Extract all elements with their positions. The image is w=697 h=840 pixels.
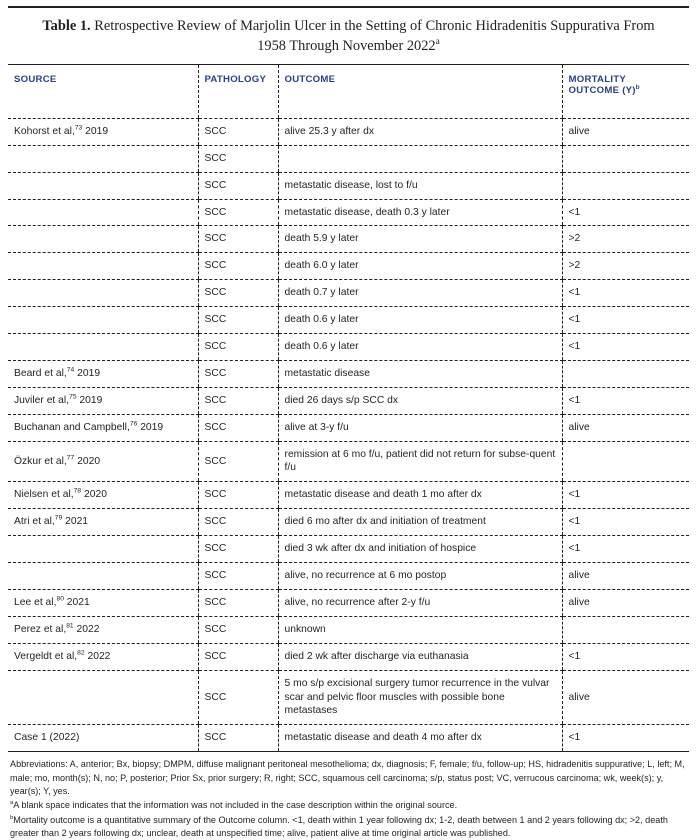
table-row	[8, 334, 689, 361]
source-reference-number: 77	[66, 454, 75, 462]
cell-outcome: died 6 mo after dx and initiation of treatment	[278, 509, 562, 536]
source-year: 2019	[82, 125, 109, 137]
table-title	[8, 8, 689, 64]
source-name: Özkur et al,	[14, 455, 67, 467]
cell-outcome: metastatic disease and death 4 mo after dx	[278, 725, 562, 752]
cell-pathology: SCC	[198, 253, 278, 280]
cell-pathology: SCC	[198, 387, 278, 414]
cell-source	[8, 441, 198, 482]
table-page	[0, 6, 697, 838]
cell-pathology: SCC	[198, 509, 278, 536]
cell-pathology: SCC	[198, 563, 278, 590]
cell-outcome: died 2 wk after discharge via euthanasia	[278, 643, 562, 670]
table-row	[8, 616, 689, 643]
source-reference-number: 81	[66, 622, 74, 630]
cell-mortality-outcome: <1	[562, 199, 689, 226]
cell-source	[8, 616, 198, 643]
source-reference-number: 73	[74, 124, 83, 132]
table-row	[8, 360, 689, 387]
source-reference-number: 74	[66, 366, 75, 374]
cell-outcome: remission at 6 mo f/u, patient did not return for subse-quent f/u	[278, 441, 562, 482]
cell-source	[8, 725, 198, 752]
table-row	[8, 172, 689, 199]
cell-mortality-outcome: alive	[562, 589, 689, 616]
cell-outcome: died 26 days s/p SCC dx	[278, 387, 562, 414]
cell-outcome: died 3 wk after dx and initiation of hospice	[278, 536, 562, 563]
table-body	[8, 118, 689, 751]
table-row	[8, 670, 689, 725]
cell-mortality-outcome: <1	[562, 307, 689, 334]
cell-mortality-outcome: <1	[562, 725, 689, 752]
cell-source	[8, 145, 198, 172]
cell-source	[8, 172, 198, 199]
cell-mortality-outcome	[562, 145, 689, 172]
cell-outcome	[278, 145, 562, 172]
cell-pathology: SCC	[198, 616, 278, 643]
column-header-mortality-line1: MORTALITY	[568, 73, 626, 85]
cell-source	[8, 643, 198, 670]
cell-pathology: SCC	[198, 725, 278, 752]
source-name: Buchanan and Campbell,	[14, 421, 130, 433]
cell-source	[8, 414, 198, 441]
cell-pathology: SCC	[198, 118, 278, 145]
source-year: 2019	[137, 421, 164, 433]
cell-outcome: death 0.6 y later	[278, 334, 562, 361]
header-row	[8, 64, 689, 118]
source-name: Case 1 (2022)	[14, 732, 80, 744]
cell-source	[8, 536, 198, 563]
source-year: 2019	[76, 394, 103, 406]
column-header-pathology: PATHOLOGY	[198, 64, 278, 118]
cell-mortality-outcome: alive	[562, 670, 689, 725]
source-year: 2022	[73, 623, 100, 635]
source-reference-number: 75	[69, 393, 77, 401]
source-name: Vergeldt et al,	[14, 650, 78, 662]
cell-mortality-outcome	[562, 616, 689, 643]
source-reference-number: 80	[56, 595, 64, 603]
cell-source	[8, 509, 198, 536]
source-reference-number: 82	[77, 649, 85, 657]
source-name: Beard et al,	[14, 367, 67, 379]
column-header-outcome: OUTCOME	[278, 64, 562, 118]
cell-pathology: SCC	[198, 307, 278, 334]
cell-source	[8, 670, 198, 725]
source-name: Lee et al,	[14, 596, 57, 608]
table-row	[8, 387, 689, 414]
cell-pathology: SCC	[198, 280, 278, 307]
table-row	[8, 536, 689, 563]
cell-outcome: death 0.7 y later	[278, 280, 562, 307]
cell-source	[8, 334, 198, 361]
cell-source	[8, 226, 198, 253]
footnote-abbreviations: Abbreviations: A, anterior; Bx, biopsy; DMPM, diffuse malignant peritoneal mesothelioma; dx, diagnosis; F, female; f/u, follow-up; HS, hidradenitis suppurative; L, left; M, male; mo, month(s); N, no; P, posterior; Prior Sx, prior surgery; R, right; SCC, squamous cell carcinoma; s/p, status post; VC, verrucous carcinoma; wk, week(s); y, year(s); Y, yes.	[10, 759, 685, 796]
cell-mortality-outcome: <1	[562, 280, 689, 307]
table-row	[8, 226, 689, 253]
source-reference-number: 79	[54, 514, 63, 522]
cell-mortality-outcome: <1	[562, 387, 689, 414]
cell-pathology: SCC	[198, 172, 278, 199]
table-header	[8, 64, 689, 118]
cell-outcome: 5 mo s/p excisional surgery tumor recurrence in the vulvar scar and pelvic floor muscles with possible bone metastases	[278, 670, 562, 725]
cell-source	[8, 307, 198, 334]
cell-source	[8, 563, 198, 590]
cell-source	[8, 482, 198, 509]
column-header-mortality	[562, 64, 689, 118]
source-year: 2020	[74, 455, 101, 467]
source-year: 2020	[81, 489, 107, 501]
cell-pathology: SCC	[198, 334, 278, 361]
source-name: Atri et al,	[14, 516, 55, 528]
table-row	[8, 589, 689, 616]
cell-mortality-outcome: >2	[562, 226, 689, 253]
cell-outcome: death 0.6 y later	[278, 307, 562, 334]
cell-pathology: SCC	[198, 226, 278, 253]
cell-mortality-outcome: <1	[562, 536, 689, 563]
cell-mortality-outcome	[562, 360, 689, 387]
table-row	[8, 482, 689, 509]
cell-source	[8, 360, 198, 387]
table-title-text: Retrospective Review of Marjolin Ulcer in the Setting of Chronic Hidradenitis Suppurativa From 1958 Through November 2022	[90, 18, 655, 55]
source-name: Juviler et al,	[14, 394, 70, 406]
table-row	[8, 725, 689, 752]
table-row	[8, 509, 689, 536]
table-row	[8, 145, 689, 172]
footnote-b	[10, 814, 687, 840]
cell-outcome: metastatic disease	[278, 360, 562, 387]
footnote-b-text: Mortality outcome is a quantitative summary of the Outcome column. <1, death within 1 year following dx; 1-2, death between 1 and 2 years following dx; >2, death greater than 2 years following dx; unclear, death at unspecified time; alive, patient alive at time original article was published.	[10, 814, 668, 838]
cell-mortality-outcome	[562, 172, 689, 199]
cell-outcome: metastatic disease, lost to f/u	[278, 172, 562, 199]
cell-outcome: alive 25.3 y after dx	[278, 118, 562, 145]
source-reference-number: 78	[73, 487, 82, 495]
cell-pathology: SCC	[198, 670, 278, 725]
source-name: Nielsen et al,	[14, 489, 74, 501]
table-row	[8, 118, 689, 145]
table-row	[8, 414, 689, 441]
cell-outcome: metastatic disease, death 0.3 y later	[278, 199, 562, 226]
source-name: Kohorst et al,	[14, 125, 75, 137]
cell-mortality-outcome: alive	[562, 563, 689, 590]
table-row	[8, 199, 689, 226]
cell-mortality-outcome: alive	[562, 118, 689, 145]
footnote-a-marker: a	[10, 800, 14, 807]
cell-source	[8, 199, 198, 226]
column-header-mortality-line2: OUTCOME (Y)	[568, 84, 636, 96]
cell-mortality-outcome: >2	[562, 253, 689, 280]
cell-mortality-outcome: alive	[562, 414, 689, 441]
cell-pathology: SCC	[198, 643, 278, 670]
cell-source	[8, 387, 198, 414]
cell-outcome: death 6.0 y later	[278, 253, 562, 280]
cell-pathology: SCC	[198, 199, 278, 226]
cell-mortality-outcome	[562, 441, 689, 482]
cell-pathology: SCC	[198, 145, 278, 172]
table-title-footnote-marker: a	[435, 37, 440, 48]
cell-mortality-outcome: <1	[562, 643, 689, 670]
table-number: Table 1.	[42, 18, 91, 34]
source-year: 2021	[62, 516, 89, 528]
footnote-a-text: A blank space indicates that the information was not included in the case description within the original source.	[13, 800, 458, 811]
cell-source	[8, 118, 198, 145]
retrospective-review-table	[8, 64, 689, 752]
table-row	[8, 307, 689, 334]
cell-outcome: metastatic disease and death 1 mo after dx	[278, 482, 562, 509]
source-name: Perez et al,	[14, 623, 67, 635]
cell-mortality-outcome: <1	[562, 482, 689, 509]
cell-outcome: alive, no recurrence after 2-y f/u	[278, 589, 562, 616]
column-header-source: SOURCE	[8, 64, 198, 118]
source-reference-number: 76	[129, 420, 138, 428]
cell-source	[8, 280, 198, 307]
cell-pathology: SCC	[198, 589, 278, 616]
source-year: 2019	[74, 367, 101, 379]
cell-source	[8, 589, 198, 616]
column-header-mortality-footnote-marker: b	[635, 83, 640, 91]
table-row	[8, 441, 689, 482]
cell-mortality-outcome: <1	[562, 334, 689, 361]
table-row	[8, 643, 689, 670]
source-year: 2021	[63, 596, 90, 608]
cell-outcome: alive at 3-y f/u	[278, 414, 562, 441]
cell-pathology: SCC	[198, 482, 278, 509]
cell-pathology: SCC	[198, 441, 278, 482]
cell-source	[8, 253, 198, 280]
source-year: 2022	[84, 650, 111, 662]
footnote-b-marker: b	[10, 814, 14, 821]
table-row	[8, 253, 689, 280]
table-footnotes	[8, 752, 689, 840]
cell-pathology: SCC	[198, 414, 278, 441]
cell-mortality-outcome: <1	[562, 509, 689, 536]
cell-pathology: SCC	[198, 360, 278, 387]
cell-outcome: death 5.9 y later	[278, 226, 562, 253]
table-row	[8, 563, 689, 590]
cell-outcome: alive, no recurrence at 6 mo postop	[278, 563, 562, 590]
cell-pathology: SCC	[198, 536, 278, 563]
cell-outcome: unknown	[278, 616, 562, 643]
footnote-a	[10, 799, 687, 812]
table-row	[8, 280, 689, 307]
